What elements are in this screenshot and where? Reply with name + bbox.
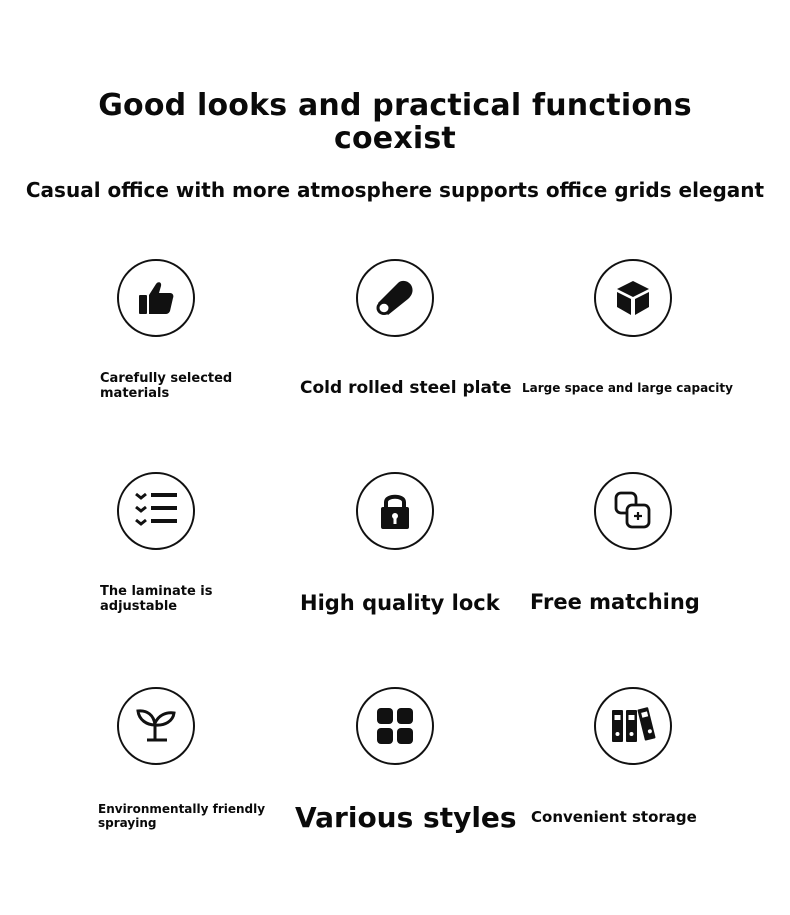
feature-label-lock: High quality lock (300, 591, 500, 615)
feature-label-materials (100, 371, 232, 401)
feature-label-storage: Convenient storage (531, 808, 697, 826)
sprout-icon (117, 687, 195, 765)
feature-label-spraying (98, 802, 265, 830)
feature-label-laminate (100, 584, 212, 614)
steel-roll-icon (356, 259, 434, 337)
feature-label-line-2: adjustable (100, 599, 178, 614)
feature-label-styles: Various styles (295, 801, 517, 834)
overlapping-squares-icon (594, 472, 672, 550)
checklist-icon (117, 472, 195, 550)
feature-label-capacity: Large space and large capacity (522, 381, 733, 395)
padlock-icon (356, 472, 434, 550)
feature-label-line-1: The laminate is (100, 584, 213, 599)
title-line-1: Good looks and practical functions (98, 88, 692, 123)
feature-label-steel: Cold rolled steel plate (300, 378, 512, 398)
feature-label-line-2: spraying (98, 816, 157, 830)
binders-icon (594, 687, 672, 765)
feature-label-matching: Free matching (530, 590, 700, 614)
feature-label-line-1: Environmentally friendly (98, 802, 266, 816)
feature-label-line-1: Carefully selected (100, 371, 233, 386)
feature-label-line-2: materials (100, 386, 170, 401)
thumbs-up-icon (117, 259, 195, 337)
page-subtitle: Casual office with more atmosphere supports office grids elegant (25, 178, 765, 202)
four-squares-icon (356, 687, 434, 765)
cube-icon (594, 259, 672, 337)
title-line-2: coexist (334, 121, 456, 156)
